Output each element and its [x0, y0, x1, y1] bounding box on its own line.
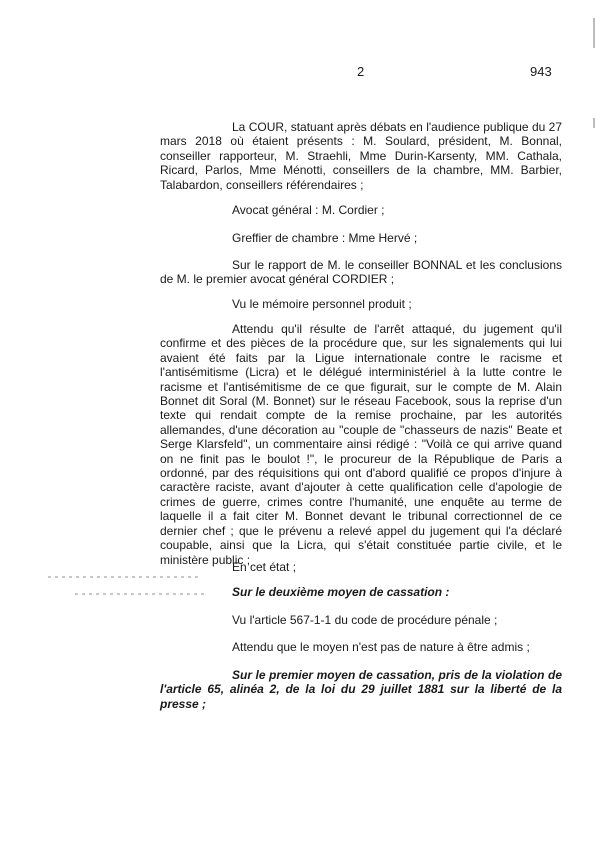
paragraph-avocat: Avocat général : M. Cordier ; [232, 203, 385, 217]
paragraph-memoire: Vu le mémoire personnel produit ; [232, 297, 412, 311]
paragraph-cour: La COUR, statuant après débats en l'audience publique du 27 mars 2018 où étaient présents : M. Soulard, président, M. Bonnal, conseiller rapporteur, M. Straehli, Mme Durin-Karsenty, MM. Cathala, Ricard, Parlos, Mme Ménotti, conseillers de la chambre, MM. Barbier, Talabardon, conseillers référendaires ; [160, 120, 562, 192]
paragraph-vu-article: Vu l'article 567-1-1 du code de procédure pénale ; [232, 613, 498, 627]
heading-deuxieme-moyen: Sur le deuxième moyen de cassation : [232, 585, 450, 599]
margin-mark [593, 18, 595, 48]
heading-premier-moyen: Sur le premier moyen de cassation, pris de la violation de l'article 65, alinéa 2, de la loi du 29 juillet 1881 sur la liberté de la presse ; [160, 668, 562, 711]
paragraph-etat: En cet état ; [232, 560, 297, 574]
scan-noise [48, 576, 198, 578]
margin-mark [593, 118, 595, 128]
paragraph-greffier: Greffier de chambre : Mme Hervé ; [232, 231, 418, 245]
scan-noise [75, 593, 205, 595]
paragraph-rapport: Sur le rapport de M. le conseiller BONNAL et les conclusions de M. le premier avocat général CORDIER ; [160, 258, 562, 287]
page-number: 2 [357, 64, 365, 79]
paragraph-attendu-moyen: Attendu que le moyen n'est pas de nature à être admis ; [232, 640, 530, 654]
document-reference: 943 [530, 64, 552, 79]
paragraph-attendu: Attendu qu'il résulte de l'arrêt attaqué, du jugement qu'il confirme et des pièces de la procédure que, sur les signalements qui lui avaient été faits par la Ligue internationale contre le racisme et l'antisémitisme (Licra) et le délégué interministériel à la lutte contre le racisme et l'antisémitisme de ce que figurait, sur le compte de M. Alain Bonnet dit Soral (M. Bonnet) sur le réseau Facebook, sous la reprise d'un texte qui rendait compte de la remise prochaine, par les autorités allemandes, d'une décoration au "couple de "chasseurs de nazis" Beate et Serge Klarsfeld", un commentaire ainsi rédigé : "Voilà ce qui arrive quand on ne finit pas le boulot !", le procureur de la République de Paris a ordonné, par des réquisitions qui ont d'abord qualifié ce propos d'injure à caractère raciste, avant d'ajouter à cette qualification celle d'apologie de crimes de guerre, crimes contre l'humanité, une enquête au terme de laquelle il a fait citer M. Bonnet devant le tribunal correctionnel de ce dernier chef ; que le prévenu a relevé appel du jugement qui l'a déclaré coupable, ainsi que la Licra, qui s'était constituée partie civile, et le ministère public ; [160, 322, 562, 567]
